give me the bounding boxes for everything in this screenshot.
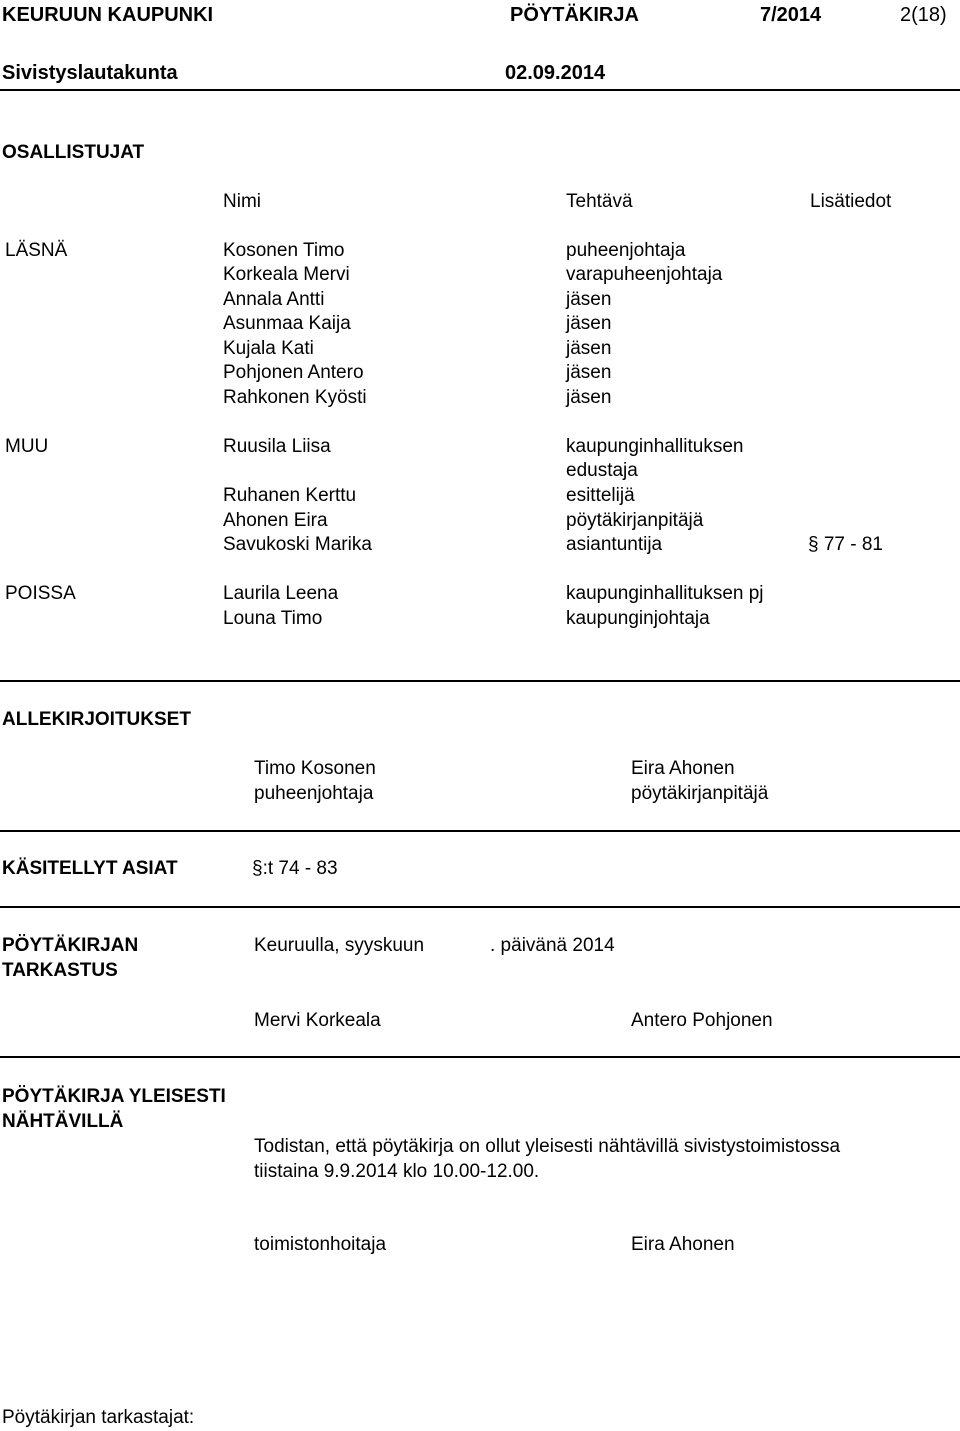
public-heading: PÖYTÄKIRJA YLEISESTI — [2, 1086, 226, 1107]
section-rule — [0, 1056, 960, 1058]
public-sign-title: toimistonhoitaja — [254, 1234, 387, 1255]
chair-name: Timo Kosonen — [254, 758, 376, 779]
participant-name: Ahonen Eira — [223, 510, 328, 531]
signatures-heading: ALLEKIRJOITUKSET — [2, 709, 191, 730]
participant-role: kaupunginhallituksen pj — [566, 583, 764, 604]
participant-role: esittelijä — [566, 485, 635, 506]
public-statement: Todistan, että pöytäkirja on ollut yleisesti nähtävillä sivistystoimistossa — [254, 1136, 841, 1157]
reviewers-footer-label: Pöytäkirjan tarkastajat: — [2, 1407, 195, 1428]
col-name-header: Nimi — [223, 191, 261, 212]
participant-info: § 77 - 81 — [808, 534, 883, 555]
participant-role: jäsen — [566, 387, 612, 408]
section-rule — [0, 906, 960, 908]
participant-name: Rahkonen Kyösti — [223, 387, 367, 408]
reviewer-name: Antero Pohjonen — [631, 1010, 773, 1031]
participant-name: Annala Antti — [223, 289, 325, 310]
participants-heading: OSALLISTUJAT — [2, 142, 145, 163]
participant-name: Savukoski Marika — [223, 534, 372, 555]
participant-name: Pohjonen Antero — [223, 362, 364, 383]
handled-value: §:t 74 - 83 — [252, 858, 338, 879]
present-label: LÄSNÄ — [5, 240, 68, 261]
header-rule — [0, 89, 960, 91]
doc-type: PÖYTÄKIRJA — [510, 4, 639, 26]
chair-title: puheenjohtaja — [254, 783, 374, 804]
secretary-name: Eira Ahonen — [631, 758, 735, 779]
absent-label: POISSA — [5, 583, 76, 604]
participant-name: Ruusila Liisa — [223, 436, 331, 457]
review-heading: PÖYTÄKIRJAN — [2, 935, 139, 956]
participant-name: Louna Timo — [223, 608, 323, 629]
public-statement-cont: tiistaina 9.9.2014 klo 10.00-12.00. — [254, 1161, 540, 1182]
participant-role: jäsen — [566, 313, 612, 334]
review-heading-cont: TARKASTUS — [2, 960, 118, 981]
doc-number: 7/2014 — [760, 4, 822, 26]
section-rule — [0, 680, 960, 682]
other-label: MUU — [5, 436, 49, 457]
participant-name: Korkeala Mervi — [223, 264, 350, 285]
review-date: . päivänä 2014 — [490, 935, 615, 956]
participant-name: Asunmaa Kaija — [223, 313, 351, 334]
public-sign-name: Eira Ahonen — [631, 1234, 735, 1255]
participant-role: jäsen — [566, 362, 612, 383]
participant-role: jäsen — [566, 338, 612, 359]
participant-role: kaupunginjohtaja — [566, 608, 710, 629]
public-heading-cont: NÄHTÄVILLÄ — [2, 1111, 124, 1132]
col-role-header: Tehtävä — [566, 191, 633, 212]
participant-name: Kujala Kati — [223, 338, 314, 359]
participant-role: kaupunginhallituksen — [566, 436, 744, 457]
participant-name: Kosonen Timo — [223, 240, 345, 261]
participant-role: jäsen — [566, 289, 612, 310]
section-rule — [0, 830, 960, 832]
participant-name: Laurila Leena — [223, 583, 339, 604]
participant-role: asiantuntija — [566, 534, 663, 555]
participant-name: Ruhanen Kerttu — [223, 485, 357, 506]
review-place: Keuruulla, syyskuun — [254, 935, 425, 956]
meeting-date: 02.09.2014 — [505, 62, 606, 84]
body-name: Sivistyslautakunta — [2, 62, 178, 84]
secretary-title: pöytäkirjanpitäjä — [631, 783, 769, 804]
participant-role-cont: edustaja — [566, 460, 638, 481]
handled-heading: KÄSITELLYT ASIAT — [2, 858, 178, 879]
participant-role: varapuheenjohtaja — [566, 264, 723, 285]
participant-role: puheenjohtaja — [566, 240, 686, 261]
col-info-header: Lisätiedot — [810, 191, 892, 212]
participant-role: pöytäkirjanpitäjä — [566, 510, 704, 531]
org-name: KEURUUN KAUPUNKI — [2, 4, 214, 26]
reviewer-name: Mervi Korkeala — [254, 1010, 381, 1031]
page-number: 2(18) — [900, 4, 947, 26]
